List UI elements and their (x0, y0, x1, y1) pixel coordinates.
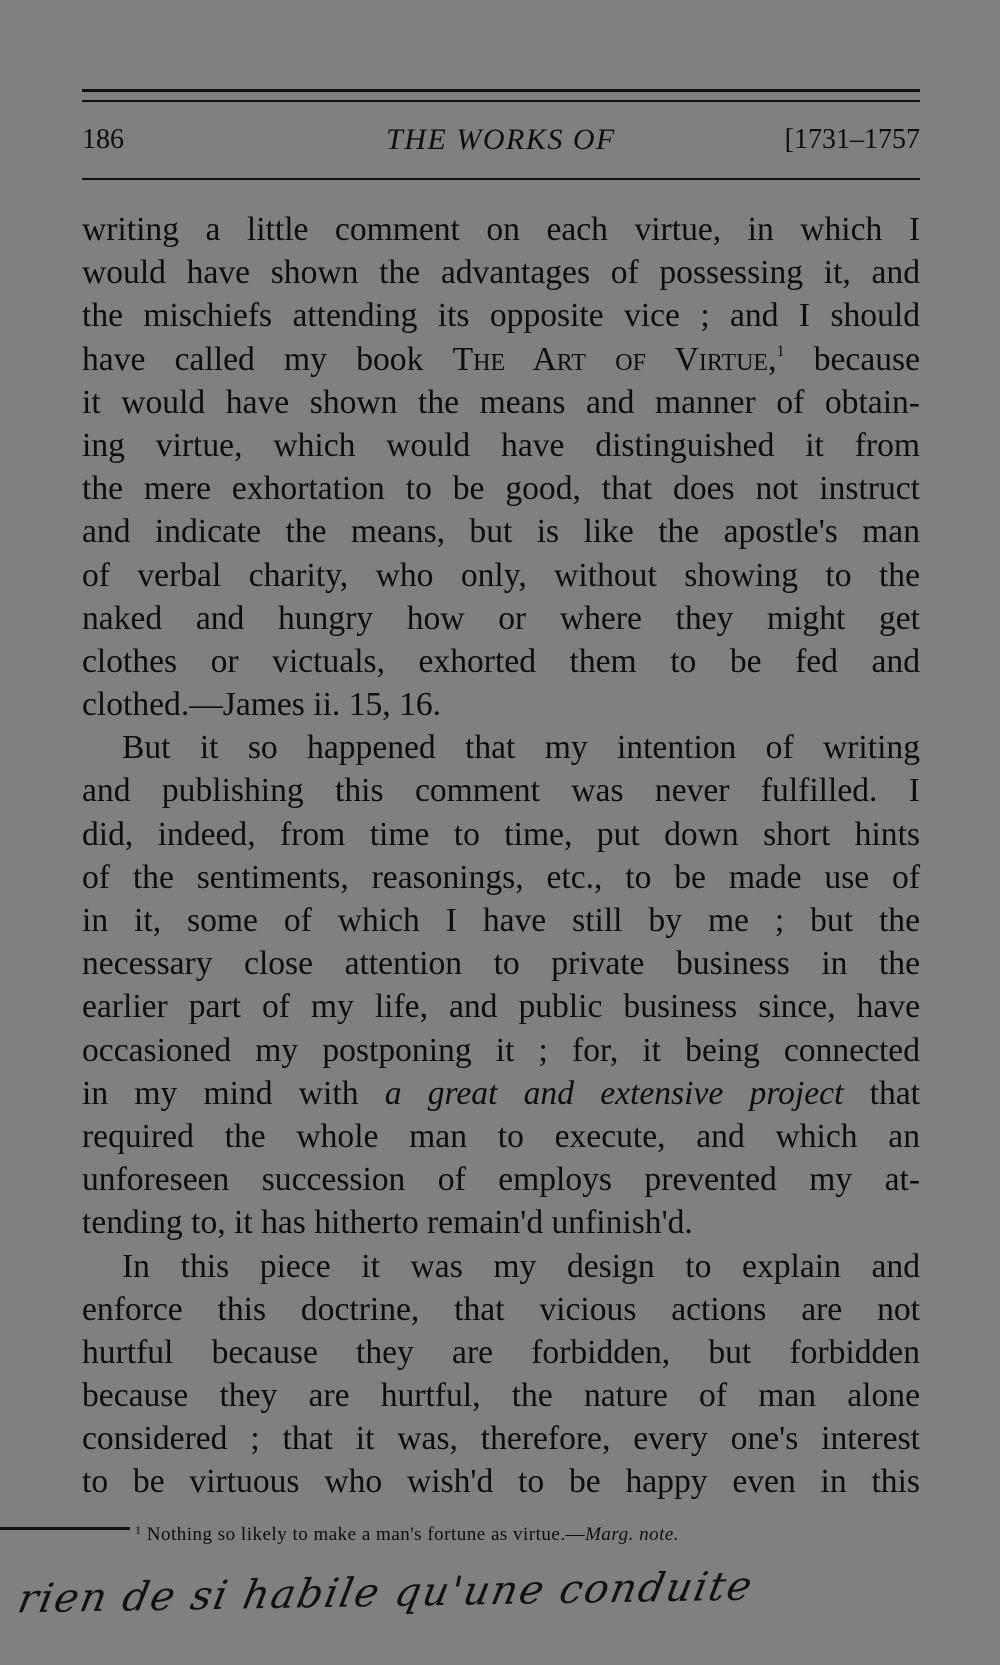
text-line: and publishing this comment was never fulfilled. I (82, 772, 920, 810)
text-line: writing a little comment on each virtue, in which I (82, 211, 920, 248)
text-line: hurtful because they are forbidden, but forbidden (82, 1333, 920, 1371)
text-line: and indicate the means, but is like the apostle's man (82, 513, 920, 551)
footnote-text: Nothing so likely to make a man's fortune as virtue.— (141, 1524, 586, 1545)
footnote (135, 1522, 679, 1548)
footnote-marker: 1 (135, 1523, 142, 1537)
text-line: in it, some of which I have still by me ; but the (82, 902, 920, 939)
text-line: In this piece it was my design to explain and (122, 1247, 920, 1285)
text-line: did, indeed, from time to time, put down short hints (82, 815, 920, 853)
text-line: ing virtue, which would have distinguished it from (82, 426, 920, 464)
text-segment: that (843, 1074, 921, 1112)
text-line: earlier part of my life, and public business since, have (82, 988, 920, 1026)
text-line: it would have shown the means and manner of obtain- (82, 383, 920, 421)
text-line: the mischiefs attending its opposite vice ; and I should (82, 297, 920, 335)
text-line: clothed.—James ii. 15, 16. (82, 686, 442, 724)
text-segment: have called my book (82, 340, 453, 378)
italic-phrase: a great and extensive project (384, 1074, 844, 1112)
body-text (82, 208, 920, 1504)
book-page (82, 0, 920, 1665)
text-line: But it so happened that my intention of writing (122, 729, 920, 767)
text-line: necessary close attention to private business in the (82, 945, 920, 983)
text-line: of the sentiments, reasonings, etc., to be made use of (82, 858, 920, 896)
text-line: enforce this doctrine, that vicious actions are not (82, 1290, 920, 1328)
header-top-rule (82, 89, 920, 92)
running-header (82, 120, 920, 160)
text-line: of verbal charity, who only, without showing to the (82, 556, 920, 594)
book-title: The Art of Virtue, (452, 340, 777, 378)
header-second-rule (82, 100, 920, 102)
text-segment: in my mind with (82, 1074, 385, 1112)
text-segment: because (784, 340, 920, 378)
header-bottom-rule (82, 178, 920, 180)
text-line: would have shown the advantages of possessing it, and (82, 254, 920, 292)
text-line: required the whole man to execute, and which an (82, 1117, 920, 1155)
text-line: unforeseen succession of employs prevented my at- (82, 1161, 920, 1199)
text-line: naked and hungry how or where they might get (82, 599, 920, 637)
date-range: [1731–1757 (784, 124, 920, 155)
footnote-rule (0, 1527, 130, 1530)
handwritten-annotation: rien de si habile qu'une conduite (14, 1563, 758, 1623)
text-line: to be virtuous who wish'd to be happy even in this (82, 1463, 920, 1501)
text-line (82, 338, 920, 381)
running-title: THE WORKS OF (386, 123, 616, 156)
text-line: tending to, it has hitherto remain'd unfinish'd. (82, 1204, 693, 1242)
page-number: 186 (82, 124, 124, 155)
footnote-source: Marg. note. (585, 1524, 680, 1545)
text-line: the mere exhortation to be good, that does not instruct (82, 470, 920, 508)
text-line: considered ; that it was, therefore, every one's interest (82, 1420, 920, 1458)
text-line: occasioned my postponing it ; for, it being connected (82, 1031, 920, 1069)
text-line: because they are hurtful, the nature of man alone (82, 1377, 920, 1415)
footnote-marker: 1 (776, 342, 785, 360)
text-line: clothes or victuals, exhorted them to be fed and (82, 642, 920, 680)
text-line (82, 1072, 920, 1115)
